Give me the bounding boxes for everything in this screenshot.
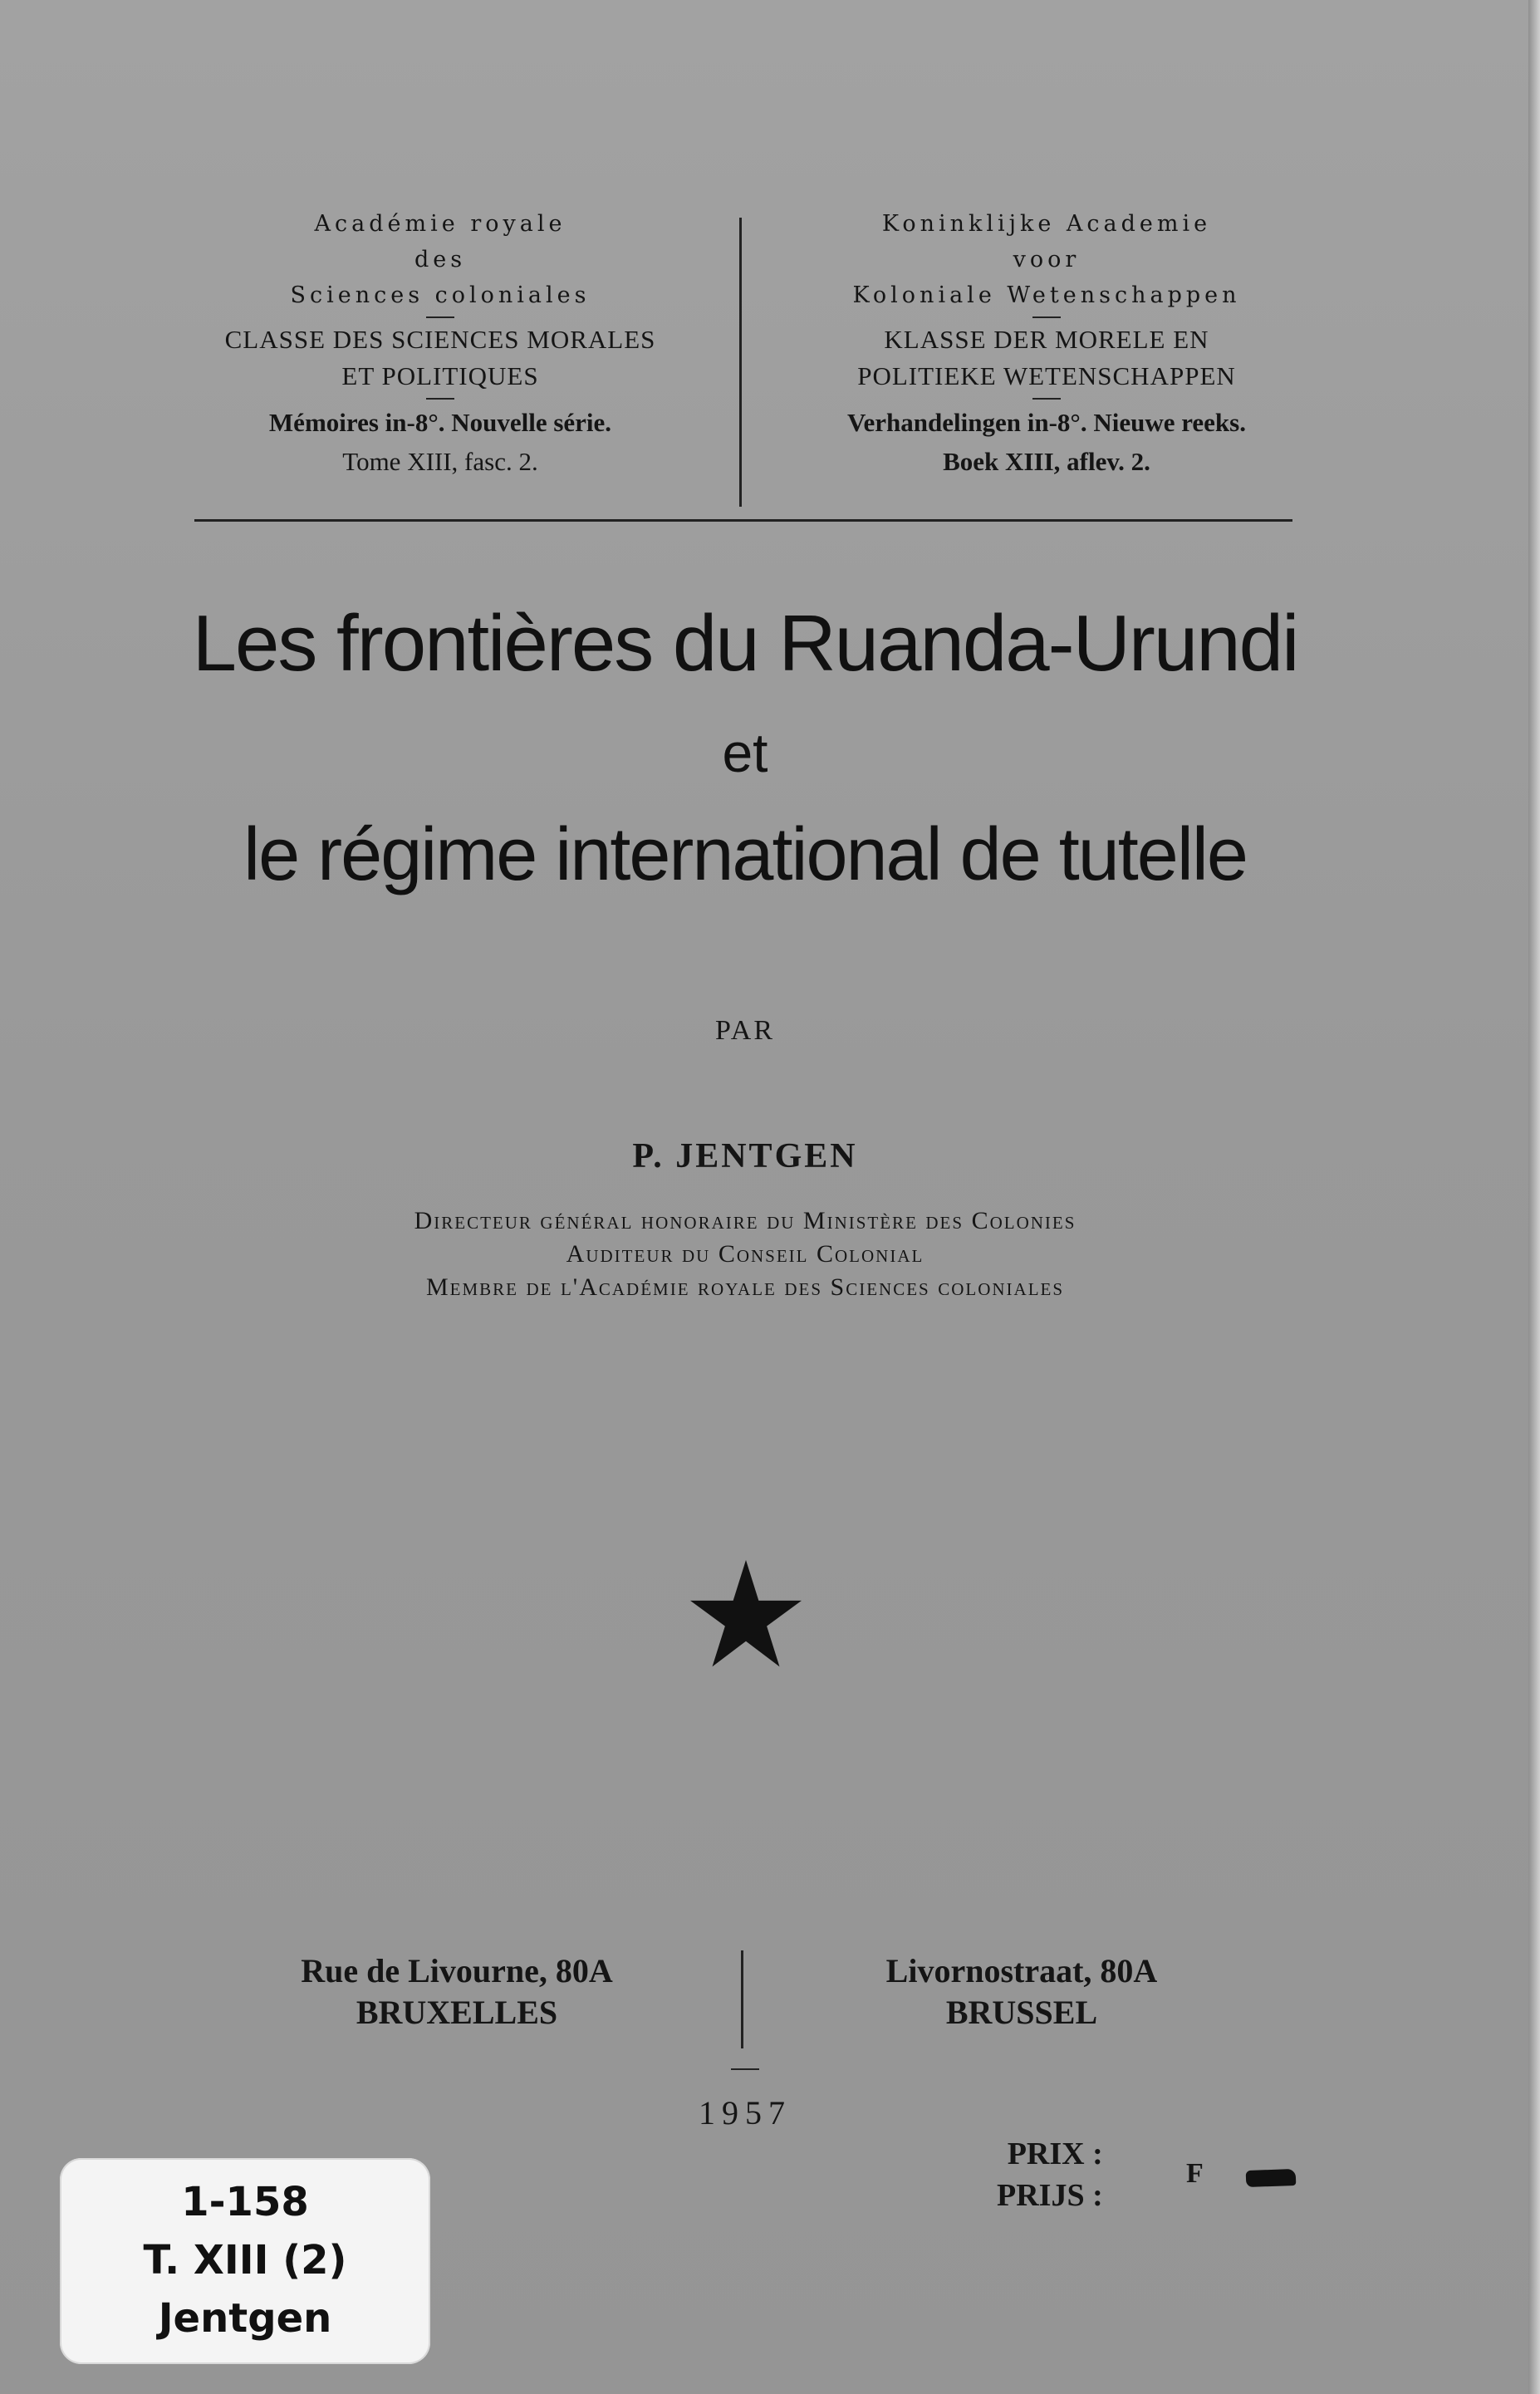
credential-line-2: Auditeur du Conseil Colonial — [566, 1240, 924, 1268]
series-left-line-2: Tome XIII, fasc. 2. — [342, 447, 538, 476]
address-divider — [741, 1950, 743, 2048]
star-icon — [688, 1560, 804, 1671]
class-right-line-2: POLITIEKE WETENSCHAPPEN — [857, 361, 1236, 390]
library-call-number-label — [60, 2158, 430, 2364]
class-left-line-1: CLASSE DES SCIENCES MORALES — [224, 325, 656, 354]
year-dash — [731, 2068, 759, 2070]
header-column-divider — [739, 218, 742, 507]
label-line-2: T. XIII (2) — [143, 2237, 347, 2284]
address-right-city: BRUSSEL — [945, 1994, 1098, 2031]
price-currency: F — [1186, 2158, 1204, 2189]
header-left-dash-2 — [426, 398, 454, 400]
address-left-city: BRUXELLES — [356, 1994, 558, 2031]
author-credentials — [0, 1204, 1490, 1304]
page-edge — [1528, 0, 1540, 2394]
header-horizontal-rule — [194, 519, 1292, 522]
credential-line-1: Directeur général honoraire du Ministère des Colonies — [414, 1207, 1077, 1234]
header-left-dash-1 — [426, 316, 454, 318]
address-right — [772, 1950, 1271, 2033]
institution-right-line-2: voor — [1013, 247, 1081, 272]
price-labels — [997, 2133, 1103, 2216]
series-right-line-1: Verhandelingen in-8°. Nieuwe reeks. — [846, 408, 1246, 437]
publication-year: 1957 — [699, 2094, 792, 2132]
title-line-2: et — [722, 722, 768, 783]
by-label: PAR — [714, 1015, 776, 1046]
series-right-line-2: Boek XIII, aflev. 2. — [943, 447, 1150, 476]
header-right-dash-2 — [1032, 398, 1061, 400]
title-line-1: Les frontières du Ruanda-Urundi — [192, 599, 1298, 688]
price-redaction-mark — [1246, 2169, 1297, 2187]
price-label-fr: PRIX : — [1007, 2136, 1103, 2171]
label-line-3: Jentgen — [158, 2295, 332, 2342]
credential-line-3: Membre de l'Académie royale des Sciences coloniales — [425, 1273, 1065, 1301]
author-name: P. JENTGEN — [632, 1137, 858, 1175]
header-right-column — [756, 206, 1337, 481]
institution-left-line-3: Sciences coloniales — [290, 282, 591, 308]
class-left-line-2: ET POLITIQUES — [341, 361, 539, 390]
institution-right-line-1: Koninklijke Academie — [881, 211, 1212, 237]
institution-left-line-1: Académie royale — [314, 211, 566, 237]
institution-right-line-3: Koloniale Wetenschappen — [852, 282, 1241, 308]
header-left-column — [166, 206, 714, 481]
title-line-3: le régime international de tutelle — [243, 813, 1247, 896]
series-left-line-1: Mémoires in-8°. Nouvelle série. — [268, 408, 612, 437]
address-right-street: Livornostraat, 80A — [885, 1952, 1158, 1989]
address-left-street: Rue de Livourne, 80A — [301, 1952, 613, 1989]
price-label-nl: PRIJS : — [997, 2178, 1103, 2213]
header-right-dash-1 — [1032, 316, 1061, 318]
institution-left-line-2: des — [414, 247, 467, 272]
address-left — [208, 1950, 706, 2033]
class-right-line-1: KLASSE DER MORELE EN — [884, 325, 1209, 354]
label-line-1: 1-158 — [181, 2179, 309, 2225]
